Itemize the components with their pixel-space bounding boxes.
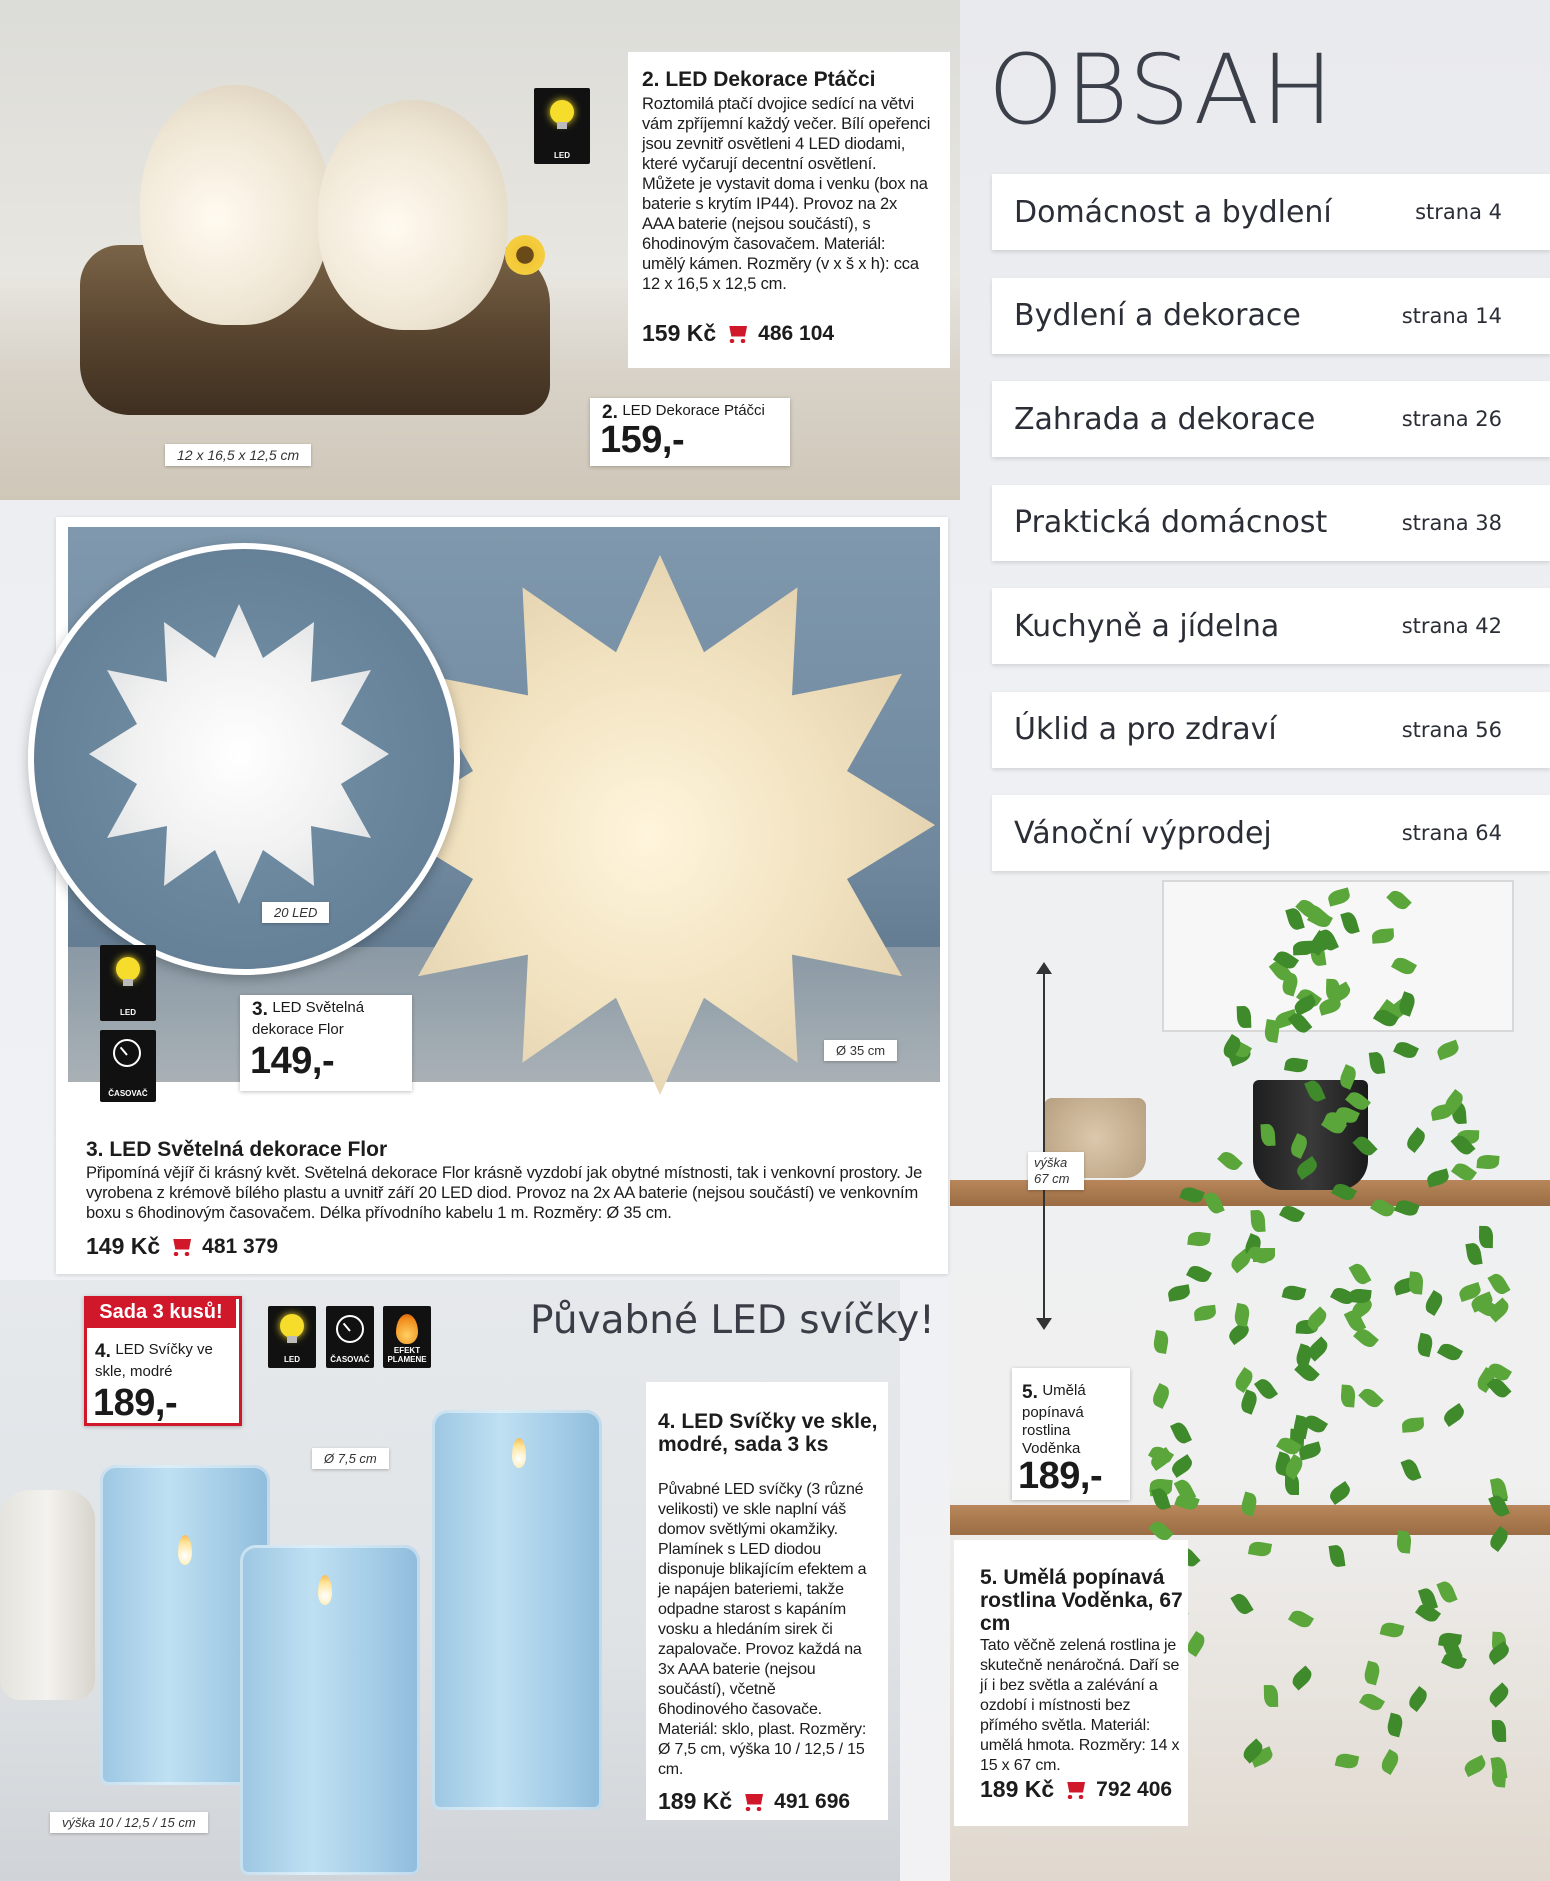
product2-number: 2. — [642, 68, 660, 91]
toc-item[interactable] — [992, 174, 1550, 250]
product2-code: 486 104 — [758, 321, 835, 345]
toc-item[interactable] — [992, 381, 1550, 457]
toc-item-page: strana 56 — [1401, 717, 1502, 742]
leaf-shape — [1385, 1713, 1404, 1738]
leaf-shape — [1436, 1040, 1461, 1061]
product3-number: 3. — [86, 1138, 104, 1161]
leaf-shape — [1358, 1385, 1384, 1410]
lamp-detail-inset — [28, 543, 460, 975]
leaf-shape — [1250, 1210, 1265, 1233]
leaf-shape — [1169, 1454, 1195, 1478]
product3-diameter-label: Ø 35 cm — [824, 1040, 897, 1061]
leaf-shape — [1264, 1685, 1278, 1707]
cart-icon[interactable] — [170, 1239, 192, 1255]
product5-price: 189 Kč — [980, 1776, 1055, 1802]
candles-headline: Půvabné LED svíčky! — [530, 1298, 935, 1343]
product5-number: 5. — [980, 1566, 998, 1589]
product2-panel — [628, 52, 950, 368]
lamp-small-star — [89, 604, 389, 904]
leaf-shape — [1282, 1283, 1307, 1302]
product2-tag-name: LED Dekorace Ptáčci — [622, 402, 765, 419]
product4-tag-number: 4. — [95, 1341, 111, 1362]
leaf-shape — [1437, 1579, 1458, 1605]
leaf-shape — [1371, 928, 1394, 944]
product4-heights-label: výška 10 / 12,5 / 15 cm — [50, 1812, 208, 1833]
product4-diameter-label: Ø 7,5 cm — [312, 1448, 389, 1469]
product5-tag-price: 189,- — [1018, 1455, 1103, 1497]
toc-item-page: strana 4 — [1415, 200, 1502, 224]
candle-flame-middle — [318, 1575, 332, 1605]
leaf-shape — [1230, 1591, 1253, 1617]
flower-decoration — [505, 235, 545, 275]
leaf-shape — [1261, 1123, 1276, 1146]
product3-tag-name: LED Světelná dekorace Flor — [252, 999, 365, 1038]
timer-badge-icon: ČASOVAČ — [326, 1306, 374, 1368]
leaf-shape — [1238, 1390, 1259, 1416]
timer-badge-icon: ČASOVAČ — [100, 1030, 156, 1102]
leaf-shape — [1353, 1133, 1378, 1159]
leaf-shape — [1486, 1683, 1512, 1708]
leaf-shape — [1279, 1202, 1305, 1225]
product3-price: 149 Kč — [86, 1233, 161, 1259]
leaf-shape — [1394, 1197, 1420, 1218]
leaf-shape — [1396, 1531, 1412, 1554]
leaf-shape — [1203, 1190, 1224, 1216]
product4-price: 189 Kč — [658, 1788, 733, 1814]
leaf-shape — [1402, 1417, 1425, 1433]
product4-code: 491 696 — [774, 1789, 851, 1813]
leaf-shape — [1487, 1271, 1510, 1297]
toc-item[interactable] — [992, 278, 1550, 354]
leaf-shape — [1253, 1376, 1277, 1402]
arrow-down-icon — [1036, 1318, 1052, 1330]
product5-height-label: výška 67 cm — [1028, 1152, 1084, 1190]
product4-panel — [646, 1382, 888, 1820]
leaf-shape — [1325, 979, 1340, 1001]
leaf-shape — [1476, 1154, 1499, 1170]
cart-icon[interactable] — [1064, 1782, 1086, 1798]
product5-description: Tato věčně zelená rostlina je skutečně nenáročná. Daří se jí i bez světla a zalévání a ozdobí i místnosti bez přímého světla. Materiál: umělá hmota. Rozměry: 14 x 15 x 67 cm. — [980, 1637, 1180, 1774]
product3-led-count: 20 LED — [262, 902, 329, 923]
leaf-shape — [1363, 1661, 1382, 1686]
leaf-shape — [1248, 1541, 1272, 1559]
led-badge-icon: LED — [268, 1306, 316, 1368]
toc-item-page: strana 42 — [1401, 614, 1502, 638]
leaf-shape — [1179, 1184, 1205, 1205]
leaf-shape — [1491, 1765, 1507, 1788]
plant-leaves — [1150, 890, 1510, 1810]
product5-price-tag — [1012, 1368, 1130, 1500]
leaf-shape — [1294, 1156, 1320, 1180]
candle-flame-right — [512, 1438, 526, 1468]
bird-right — [318, 100, 508, 330]
leaf-shape — [1194, 1305, 1218, 1322]
leaf-shape — [1492, 1720, 1506, 1742]
leaf-shape — [1391, 955, 1417, 978]
leaf-shape — [1236, 1006, 1251, 1028]
leaf-shape — [1232, 1367, 1256, 1393]
leaf-shape — [1437, 1340, 1463, 1363]
toc-item[interactable] — [992, 588, 1550, 664]
leaf-shape — [1234, 1303, 1252, 1327]
product4-tag-name: LED Svíčky ve skle, modré — [95, 1341, 213, 1380]
product2-dimension-label: 12 x 16,5 x 12,5 cm — [165, 444, 311, 466]
product3-price-tag — [240, 995, 412, 1091]
set-of-three-badge: Sada 3 kusů! — [86, 1296, 236, 1328]
leaf-shape — [1348, 1261, 1371, 1287]
leaf-shape — [1304, 1078, 1326, 1104]
leaf-shape — [1288, 1133, 1310, 1159]
led-badge-icon: LED — [534, 88, 590, 164]
leaf-shape — [1462, 1755, 1488, 1777]
leaf-shape — [1327, 1481, 1353, 1505]
leaf-shape — [1403, 1127, 1428, 1153]
leaf-shape — [1465, 1242, 1482, 1266]
toc-item-label: Zahrada a dekorace — [1014, 401, 1316, 437]
candle-flame-left — [178, 1535, 192, 1565]
leaf-shape — [1284, 1056, 1308, 1074]
product2-description: Roztomilá ptačí dvojice sedící na větvi vám zpříjemní každý večer. Bílí opeřenci jsou zevnitř osvětleni 4 LED diodami, které vyčarují decentní osvětlení. Můžete je vystavit doma i venku (box na baterie s krytím IP44). Provoz na 2x AAA baterie (nejsou součástí), s 6hodinovým časovačem. Materiál: umělý kámen. Rozměry (v x š x h): cca 12 x 16,5 x 12,5 cm. — [642, 95, 931, 293]
leaf-shape — [1369, 1051, 1386, 1075]
toc-item-label: Domácnost a bydlení — [1014, 194, 1332, 230]
toc-item-label: Bydlení a dekorace — [1014, 298, 1301, 333]
leaf-shape — [1217, 1148, 1243, 1173]
vase-decoration — [0, 1490, 95, 1700]
leaf-shape — [1340, 1384, 1356, 1407]
toc-item[interactable] — [992, 692, 1550, 768]
toc-item-page: strana 26 — [1401, 407, 1502, 431]
leaf-shape — [1152, 1330, 1170, 1354]
leaf-shape — [1340, 911, 1360, 936]
product5-tag-name: Umělá popínavá rostlina Voděnka — [1022, 1382, 1086, 1457]
toc-item-label: Praktická domácnost — [1014, 505, 1328, 540]
toc-item-page: strana 38 — [1401, 510, 1502, 535]
bird-left — [140, 85, 330, 325]
product5-code: 792 406 — [1096, 1777, 1173, 1801]
leaf-shape — [1370, 1196, 1396, 1220]
cart-icon[interactable] — [742, 1794, 764, 1810]
candle-glass-right — [432, 1410, 602, 1810]
product3-title: LED Světelná dekorace Flor — [109, 1138, 388, 1161]
toc-item-label: Kuchyně a jídelna — [1014, 608, 1280, 644]
leaf-shape — [1479, 1226, 1493, 1248]
leaf-shape — [1408, 1271, 1424, 1294]
product3-tag-number: 3. — [252, 999, 268, 1020]
product3-description: Připomíná vějíř či krásný květ. Světelná dekorace Flor krásně vyzdobí jak obytné místnosti, tak i venkovní prostory. Je vyrobena z krémově bílého plastu a uvnitř září 20 LED diod. Provoz na 2x AA baterie (nejsou součástí) ve venkovním boxu s 6hodinovým časovačem. Délka přívodního kabelu 1 m. Rozměry: Ø 35 cm. — [86, 1164, 923, 1222]
leaf-shape — [1416, 1333, 1435, 1358]
leaf-shape — [1170, 1420, 1192, 1446]
leaf-shape — [1290, 1665, 1316, 1690]
leaf-shape — [1425, 1169, 1450, 1188]
leaf-shape — [1337, 1064, 1358, 1090]
leaf-shape — [1451, 1160, 1477, 1184]
product5-panel — [954, 1540, 1188, 1826]
toc-item[interactable] — [992, 485, 1550, 561]
leaf-shape — [1406, 1686, 1431, 1712]
product2-tag-price: 159,- — [600, 419, 685, 461]
height-arrow-line — [1043, 970, 1045, 1322]
leaf-shape — [1329, 1544, 1346, 1568]
flame-effect-icon: EFEKT PLAMENE — [383, 1306, 431, 1368]
toc-item-page: strana 64 — [1401, 821, 1502, 845]
leaf-shape — [1422, 1290, 1445, 1316]
leaf-shape — [1486, 1641, 1512, 1665]
product4-tag-price: 189,- — [93, 1382, 178, 1424]
product4-number: 4. — [658, 1410, 676, 1433]
leaf-shape — [1359, 1690, 1385, 1713]
product3-tag-price: 149,- — [250, 1040, 335, 1082]
product4-description: Půvabné LED svíčky (3 různé velikosti) ve skle naplní váš domov světlými okamžiky. Plamínek s LED diodou disponuje blikajícím efektem a je napájen bateriemi, takže odpadne starost s kapáním vosku a hledáním sirek či zapalovače. Provoz každá na 3x AAA baterie (nejsou součástí), včetně 6hodinového časovače. Materiál: sklo, plast. Rozměry: Ø 7,5 cm, výška 10 / 12,5 / 15 cm. — [658, 1481, 867, 1778]
leaf-shape — [1263, 1019, 1280, 1043]
toc-title: OBSAH — [988, 34, 1336, 146]
product4-title: LED Svíčky ve skle, modré, sada 3 ks — [658, 1410, 878, 1456]
leaf-shape — [1186, 1263, 1212, 1286]
leaf-shape — [1167, 1284, 1191, 1302]
product3-code: 481 379 — [202, 1234, 279, 1258]
product5-title: Umělá popínavá rostlina Voděnka, 67 cm — [980, 1566, 1183, 1635]
product5-tag-number: 5. — [1022, 1382, 1038, 1403]
arrow-up-icon — [1036, 962, 1052, 974]
led-badge-icon: LED — [100, 945, 156, 1021]
leaf-shape — [1400, 1457, 1421, 1483]
leaf-shape — [1487, 1526, 1511, 1552]
leaf-shape — [1327, 888, 1352, 907]
cart-icon[interactable] — [726, 326, 748, 342]
leaf-shape — [1307, 908, 1333, 931]
product2-price-tag — [590, 398, 790, 466]
leaf-shape — [1393, 1039, 1419, 1061]
toc-item-label: Úklid a pro zdraví — [1014, 712, 1277, 747]
leaf-shape — [1335, 1751, 1359, 1769]
leaf-shape — [1150, 1383, 1172, 1409]
leaf-shape — [1188, 1231, 1212, 1248]
leaf-shape — [1239, 1491, 1259, 1516]
leaf-shape — [1441, 1403, 1467, 1427]
leaf-shape — [1331, 1181, 1357, 1204]
toc-item-page: strana 14 — [1401, 303, 1502, 328]
leaf-shape — [1288, 1608, 1314, 1631]
product2-title: LED Dekorace Ptáčci — [665, 68, 876, 91]
product2-price: 159 Kč — [642, 320, 717, 346]
toc-item-label: Vánoční výprodej — [1014, 815, 1272, 851]
toc-item[interactable] — [992, 795, 1550, 871]
leaf-shape — [1380, 1621, 1405, 1640]
leaf-shape — [1379, 1749, 1402, 1775]
leaf-shape — [1387, 888, 1413, 913]
product2-tag-number: 2. — [602, 402, 618, 423]
